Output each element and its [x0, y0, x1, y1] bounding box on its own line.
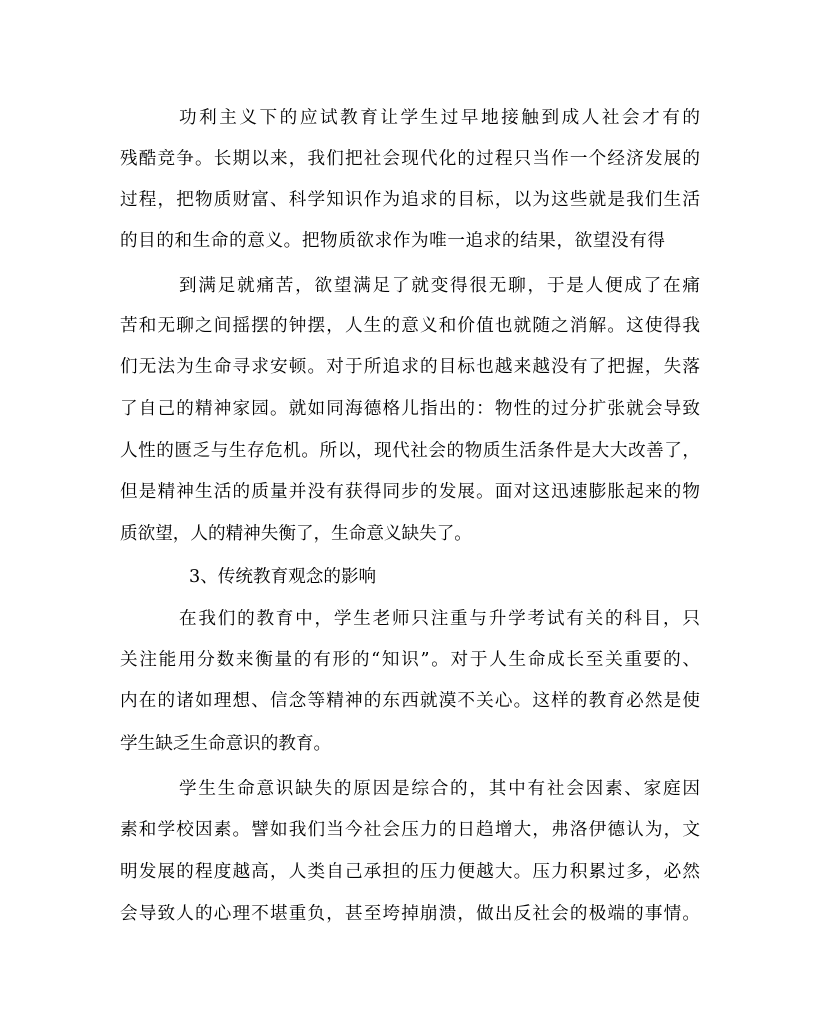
paragraph-3-line-4: 学生缺乏生命意识的教育。	[120, 734, 332, 754]
paragraph-2-line-5: 人性的匮乏与生存危机。所以，现代社会的物质生活条件是大大改善了，	[120, 441, 700, 461]
paragraph-2-line-7: 质欲望，人的精神失衡了，生命意义缺失了。	[120, 524, 472, 544]
paragraph-2-line-4: 了自己的精神家园。就如同海德格儿指出的：物性的过分扩张就会导致	[120, 399, 700, 419]
paragraph-2-line-6: 但是精神生活的质量并没有获得同步的发展。面对这迅速膨胀起来的物	[120, 482, 700, 502]
paragraph-1-line-1: 功利主义下的应试教育让学生过早地接触到成人社会才有的	[179, 108, 700, 128]
paragraph-2-line-1: 到满足就痛苦，欲望满足了就变得很无聊，于是人便成了在痛	[179, 276, 700, 296]
paragraph-2-line-3: 们无法为生命寻求安顿。对于所追求的目标也越来越没有了把握，失落	[120, 357, 700, 377]
paragraph-4-line-1: 学生生命意识缺失的原因是综合的，其中有社会因素、家庭因	[179, 779, 700, 799]
paragraph-1-line-4: 的目的和生命的意义。把物质欲求作为唯一追求的结果，欲望没有得	[120, 231, 665, 251]
paragraph-3-line-3: 内在的诸如理想、信念等精神的东西就漠不关心。这样的教育必然是使	[120, 691, 700, 711]
paragraph-2-line-2: 苦和无聊之间摇摆的钟摆，人生的意义和价值也就随之消解。这使得我	[120, 316, 700, 336]
paragraph-1-line-2: 残酷竞争。长期以来，我们把社会现代化的过程只当作一个经济发展的	[120, 149, 700, 169]
paragraph-4-line-4: 会导致人的心理不堪重负，甚至垮掉崩溃，做出反社会的极端的事情。	[120, 904, 700, 924]
section-heading-3: 3、传统教育观念的影响	[189, 567, 377, 587]
paragraph-4-line-3: 明发展的程度越高，人类自己承担的压力便越大。压力积累过多，必然	[120, 862, 700, 882]
paragraph-1-line-3: 过程，把物质财富、科学知识作为追求的目标，以为这些就是我们生活	[120, 190, 700, 210]
paragraph-3-line-2: 关注能用分数来衡量的有形的“知识”。对于人生命成长至关重要的、	[120, 650, 700, 670]
paragraph-4-line-2: 素和学校因素。譬如我们当今社会压力的日趋增大，弗洛伊德认为，文	[120, 820, 700, 840]
paragraph-3-line-1: 在我们的教育中，学生老师只注重与升学考试有关的科目，只	[179, 609, 700, 629]
